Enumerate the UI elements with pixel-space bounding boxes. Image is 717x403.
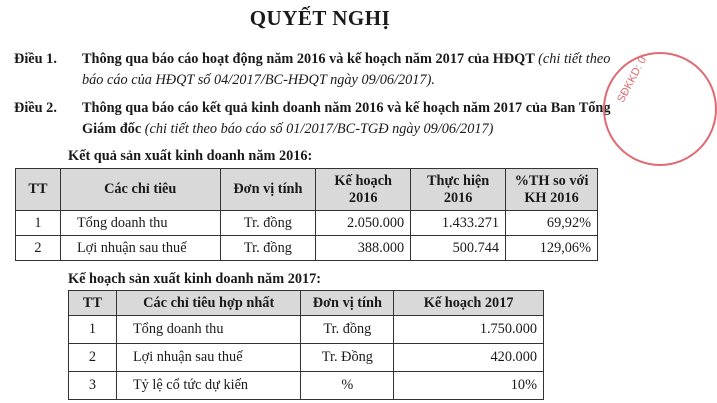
table-cell: 69,92%: [506, 211, 598, 236]
table-cell: Tổng doanh thu: [60, 211, 220, 236]
stamp-text: SĐKKD: 0: [615, 54, 650, 105]
article-2-text: Thông qua báo cáo kết quả kinh doanh năm 2016 và kế hoạch năm 2017 của Ban Tổng Giám đốc: [82, 100, 611, 137]
table-cell: 10%: [394, 372, 544, 400]
column-header: Các chỉ tiêu: [60, 169, 220, 211]
page-title: QUYẾT NGHỊ: [249, 6, 391, 30]
column-header: TT: [69, 291, 117, 316]
table-cell: Tổng doanh thu: [116, 316, 301, 344]
column-header: Các chỉ tiêu hợp nhất: [116, 291, 301, 316]
column-header: Kế hoạch 2017: [394, 291, 544, 316]
table-cell: 2: [69, 344, 117, 372]
column-header: TT: [16, 169, 61, 211]
table-cell: 3: [69, 372, 117, 400]
table-cell: 2.050.000: [316, 211, 411, 236]
table-cell: Tr. đồng: [220, 236, 316, 261]
table-row: [69, 316, 544, 344]
column-header: Thực hiện 2016: [411, 169, 506, 211]
table-row: [16, 211, 598, 236]
table-cell: Tr. đồng: [301, 316, 394, 344]
article-2-note: (chi tiết theo báo cáo số 01/2017/BC-TGĐ ngày 09/06/2017): [144, 121, 494, 137]
table-cell: 1.750.000: [394, 316, 544, 344]
company-seal-stamp: [603, 52, 717, 166]
column-header: Đơn vị tính: [301, 291, 394, 316]
article-1-note: (chi tiết theo báo cáo của HĐQT số 04/2017/BC-HĐQT ngày 09/06/2017).: [82, 51, 611, 88]
table-cell: 388.000: [316, 236, 411, 261]
article-1-label: Điều 1.: [14, 51, 57, 67]
table-cell: Tỷ lệ cổ tức dự kiến: [116, 372, 301, 400]
article-2-label: Điều 2.: [14, 100, 57, 116]
table-cell: 2: [16, 236, 61, 261]
column-header: %TH so với KH 2016: [506, 169, 598, 211]
table-cell: 500.744: [411, 236, 506, 261]
table-cell: %: [301, 372, 394, 400]
table-cell: Tr. đồng: [220, 211, 316, 236]
table-header-row: [16, 169, 598, 211]
table-cell: 420.000: [394, 344, 544, 372]
plan-2017-table: [68, 290, 544, 400]
table-cell: Lợi nhuận sau thuế: [60, 236, 220, 261]
table-cell: Tr. Đồng: [301, 344, 394, 372]
column-header: Đơn vị tính: [220, 169, 316, 211]
article-1: [14, 49, 614, 93]
table-header-row: [69, 291, 544, 316]
table-row: [69, 372, 544, 400]
table-2017-caption: Kế hoạch sản xuất kinh doanh năm 2017:: [68, 271, 322, 287]
table-cell: 1: [69, 316, 117, 344]
table-cell: 129,06%: [506, 236, 598, 261]
column-header: Kế hoạch 2016: [316, 169, 411, 211]
table-row: [69, 344, 544, 372]
article-1-text: Thông qua báo cáo hoạt động năm 2016 và kế hoạch năm 2017 của HĐQT: [82, 51, 535, 67]
article-2: [14, 98, 614, 142]
results-2016-table: [15, 168, 598, 261]
table-cell: Lợi nhuận sau thuế: [116, 344, 301, 372]
table-2016-caption: Kết quả sản xuất kinh doanh năm 2016:: [68, 148, 313, 164]
table-row: [16, 236, 598, 261]
table-cell: 1.433.271: [411, 211, 506, 236]
table-cell: 1: [16, 211, 61, 236]
